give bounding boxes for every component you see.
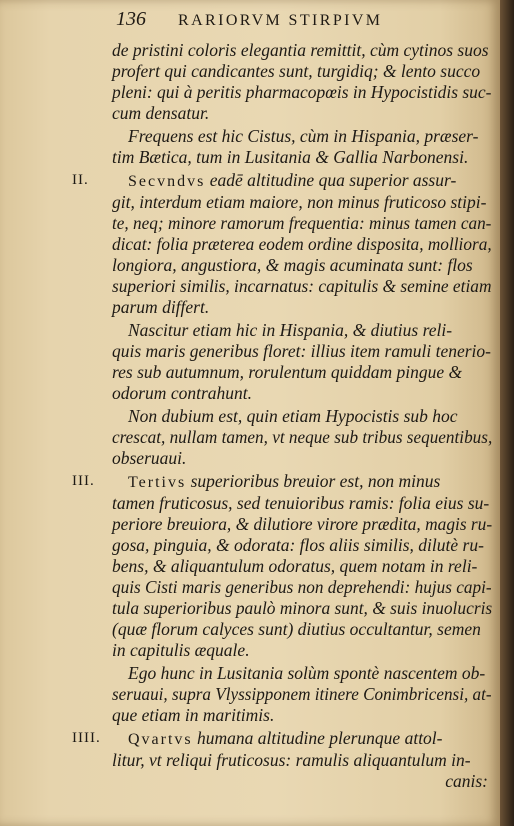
text-line (112, 170, 492, 192)
paragraph (112, 40, 492, 124)
line-text: in capitulis æquale. (112, 640, 250, 660)
text-line (112, 126, 492, 147)
text-line (112, 341, 492, 362)
paragraph (72, 471, 493, 661)
text-line (112, 40, 492, 61)
line-text: (quæ florum calyces sunt) diutius occultantur, semen (112, 619, 481, 639)
page-header (116, 6, 496, 40)
line-text: de pristini coloris elegantia remittit, cùm cytinos suos (112, 40, 489, 60)
line-text: tim Bætica, tum in Lusitania & Gallia Narbonensi. (112, 147, 469, 167)
line-text: Non dubium est, quin etiam Hypocistis sub hoc (128, 406, 458, 426)
section-numeral: III. (72, 473, 95, 489)
text-line (112, 427, 493, 448)
line-text: odorum contrahunt. (112, 383, 252, 403)
line-text: longiora, angustiora, & magis acuminata sunt: flos (112, 255, 473, 275)
text-line (112, 448, 492, 469)
line-text: superioribus breuior est, non minus (186, 471, 441, 491)
text-line (112, 577, 492, 598)
line-text: profert qui candicantes sunt, turgidiq; & lento succo (112, 61, 481, 81)
line-text: git, interdum etiam maiore, non minus fruticoso stipi- (112, 192, 487, 212)
text-line (112, 103, 492, 124)
section-numeral: II. (72, 172, 89, 188)
line-text: te, neq; minore ramorum frequentia: minus tamen can- (112, 213, 492, 233)
small-caps-opening: Tertivs (128, 474, 187, 491)
text-line (112, 493, 492, 514)
line-text: eadē altitudine qua superior assur- (205, 170, 457, 190)
text-line (112, 750, 492, 771)
text-line (112, 640, 492, 661)
line-text: Nascitur etiam hic in Hispania, & diutius reli- (128, 320, 453, 340)
text-line (112, 234, 492, 255)
line-text: tula superioribus paulò minora sunt, & suis inuolucris (112, 598, 493, 618)
text-line (112, 771, 492, 792)
line-text: cum densatur. (112, 103, 210, 123)
line-text: superiori similis, incarnatus: capitulis & semine etiam (112, 276, 492, 296)
paragraph (112, 320, 492, 404)
text-block (72, 40, 493, 792)
book-gutter (500, 0, 514, 826)
paragraph (72, 728, 492, 792)
small-caps-opening: Qvartvs (128, 731, 193, 748)
line-text: res sub autumnum, rorulentum quiddam pingue & (112, 362, 463, 382)
paragraph (72, 170, 492, 318)
line-text: parum differt. (112, 297, 210, 317)
line-text: litur, vt reliqui fruticosus: ramulis aliquantulum in- (112, 750, 471, 770)
line-text: quis maris generibus floret: illius item ramuli tenerio- (112, 341, 491, 361)
text-line (112, 598, 493, 619)
text-line (112, 255, 492, 276)
text-line (112, 471, 492, 493)
text-line (112, 619, 492, 640)
paragraph (112, 406, 492, 469)
line-text: seruaui, supra Vlyssipponem itinere Conimbricensi, at- (112, 684, 492, 704)
paragraph (112, 663, 492, 726)
text-line (112, 297, 492, 318)
line-text: gosa, pinguia, & odorata: flos aliis similis, dilutè ru- (112, 535, 484, 555)
text-line (112, 556, 492, 577)
line-text: periore breuiora, & dilutiore virore prædita, magis ru- (112, 514, 493, 534)
text-line (112, 192, 492, 213)
text-line (112, 82, 491, 103)
line-text: Ego hunc in Lusitania solùm spontè nascentem ob- (128, 663, 486, 683)
text-line (112, 320, 492, 341)
text-line (112, 61, 492, 82)
line-text: dicat: folia præterea eodem ordine disposita, molliora, (112, 234, 492, 254)
text-line (112, 383, 492, 404)
text-line (112, 213, 492, 234)
line-text: que etiam in maritimis. (112, 705, 275, 725)
small-caps-opening: Secvndvs (128, 173, 206, 190)
line-text: quis Cisti maris generibus non deprehendi: hujus capi- (112, 577, 492, 597)
line-text: obseruaui. (112, 448, 187, 468)
line-text: Frequens est hic Cistus, cùm in Hispania, præser- (128, 126, 479, 146)
text-line (112, 663, 492, 684)
line-text: crescat, nullam tamen, vt neque sub tribus sequentibus, (112, 427, 493, 447)
text-line (112, 406, 492, 427)
text-line (112, 705, 492, 726)
line-text: canis: (445, 771, 488, 791)
line-text: bens, & aliquantulum odoratus, quem notam in reli- (112, 556, 478, 576)
line-text: tamen fruticosus, sed tenuioribus ramis: folia eius su- (112, 493, 490, 513)
text-line (112, 535, 492, 556)
running-title: RARIORVM STIRPIVM (178, 12, 383, 29)
text-line (112, 276, 492, 297)
paragraph (112, 126, 492, 168)
section-numeral: IIII. (72, 730, 101, 746)
text-line (112, 684, 492, 705)
page-number: 136 (116, 8, 146, 30)
line-text: humana altitudine plerunque attol- (192, 728, 443, 748)
text-line (112, 728, 492, 750)
text-line (112, 514, 493, 535)
text-line (112, 362, 492, 383)
line-text: pleni: qui à peritis pharmacopœis in Hypocistidis suc- (112, 82, 492, 102)
text-line (112, 147, 492, 168)
